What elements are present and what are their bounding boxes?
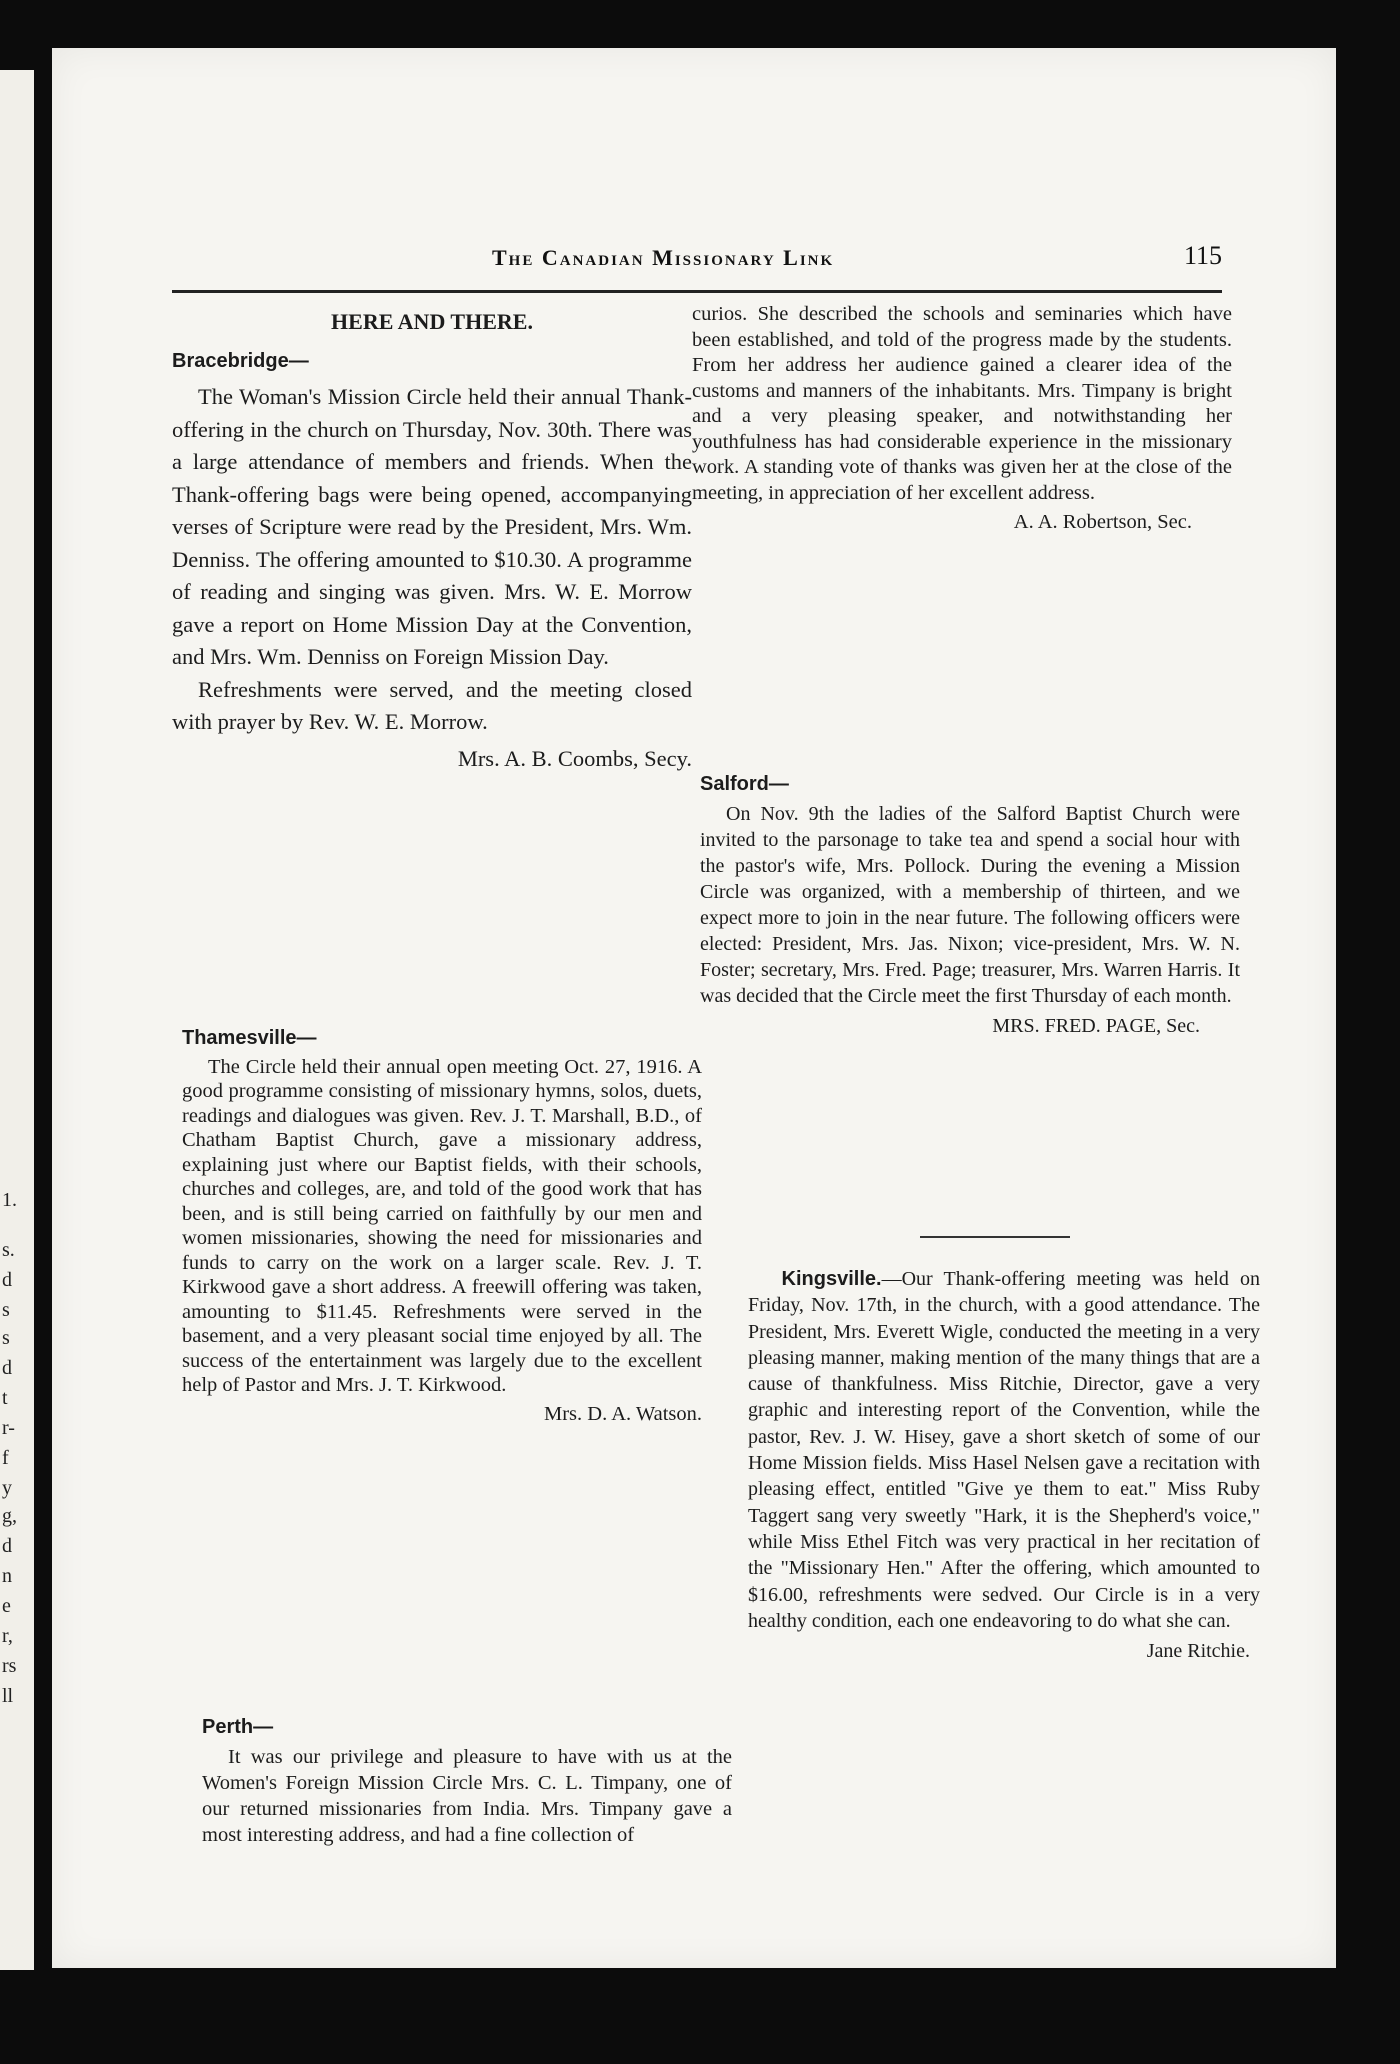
header-rule [172,290,1222,293]
perth-paragraph-continued: curios. She described the schools and seminaries which have been established, and told of the progress made by the students. From her address her audience gained a clearer idea of the customs and manners of the inhabitants. Mrs. Timpany is bright and a very pleasing speaker, and notwithstanding her youthfulness has had considerable experience in the missionary work. A standing vote of thanks was given her at the close of the meeting, in appreciation of her excellent address. [692,303,1232,504]
section-heading: HERE AND THERE. [331,309,533,334]
fragment-9: f [2,1447,9,1469]
fragment-7: t [2,1387,8,1409]
fragment-6: d [2,1357,12,1379]
fragment-17: ll [2,1685,14,1707]
bracebridge-article [172,306,692,781]
bracebridge-paragraph-1: The Woman's Mission Circle held their annual Thank-offering in the church on Thursday, Nov. 30th. There was a large attendance of members and friends. When the Thank-offering bags were being opened, accompanying verses of Scripture were read by the President, Mrs. Wm. Denniss. The offering amounted to $10.30. A programme of reading and singing was given. Mrs. W. E. Morrow gave a report on Home Mission Day at the Convention, and Mrs. Wm. Denniss on Foreign Mission Day. [172,384,692,669]
adjacent-page-edge [0,70,34,1970]
kingsville-text: —Our Thank-offering meeting was held on Friday, Nov. 17th, in the church, with a good attendance. The President, Mrs. Everett Wigle, conducted the meeting in a very pleasing manner, making mention of the many things that are a cause of thankfulness. Miss Ritchie, Director, gave a very graphic and interesting report of the Convention, while the pastor, Rev. J. W. Hisey, gave a short sketch of some of our Home Mission fields. Miss Hasel Nelsen gave a recitation with pleasing effect, entitled "Give ye them to eat." Miss Ruby Taggert sang very sweetly "Hark, it is the Shepherd's voice," while Miss Ethel Fitch was very practical in her recitation of the "Missionary Hen." After the offering, which amounted to $16.00, refreshments were sedved. Our Circle is in a very healthy condition, each one endeavoring to do what she can. [748,1268,1260,1632]
kingsville-article [748,1266,1260,1670]
fragment-4: s [2,1299,10,1321]
bracebridge-signature: Mrs. A. B. Coombs, Secy. [457,745,692,771]
salford-heading: Salford— [700,773,789,795]
fragment-1: 1. [2,1189,17,1211]
perth-article-continued [692,302,1232,542]
thamesville-heading: Thamesville— [182,1027,317,1049]
perth-paragraph: It was our privilege and pleasure to have with us at the Women's Foreign Mission Circle Mrs. C. L. Timpany, one of our returned missionaries from India. Mrs. Timpany gave a most interesting address, and had a fine collection of [202,1746,732,1846]
fragment-10: y [2,1477,12,1499]
fragment-8: r- [2,1417,15,1439]
salford-article [700,765,1240,1045]
fragment-12: d [2,1535,12,1557]
fragment-3: d [2,1269,12,1291]
fragment-13: n [2,1565,12,1587]
perth-signature: A. A. Robertson, Sec. [1013,511,1192,533]
thamesville-paragraph: The Circle held their annual open meeting Oct. 27, 1916. A good programme consisting of missionary hymns, solos, duets, readings and dialogues was given. Rev. J. T. Marshall, B.D., of Chatham Baptist Church, gave a missionary address, explaining just where our Baptist fields, with their schools, churches and colleges, are, and told of the good work that has been, and is still being carried on faithfully by our men and women missionaries, showing the need for missionaries and funds to carry on the work on a larger scale. Rev. J. T. Kirkwood gave a short address. A freewill offering was taken, amounting to $11.45. Refreshments were served in the basement, and a very pleasant social time enjoyed by all. The success of the entertainment was largely due to the excellent help of Pastor and Mrs. J. T. Kirkwood. [182,1055,702,1396]
fragment-14: e [2,1595,11,1617]
running-header [172,241,1222,285]
fragment-5: s [2,1327,10,1349]
thamesville-article [182,1020,702,1432]
bracebridge-paragraph-2: Refreshments were served, and the meeting closed with prayer by Rev. W. E. Morrow. [172,676,692,734]
magazine-page [52,48,1336,1968]
fragment-15: r, [2,1625,13,1647]
kingsville-heading: Kingsville. [781,1268,882,1290]
salford-signature: MRS. FRED. PAGE, Sec. [992,1015,1200,1037]
article-separator [920,1236,1070,1238]
perth-heading: Perth— [202,1716,274,1738]
page-number: 115 [1183,241,1222,270]
salford-paragraph: On Nov. 9th the ladies of the Salford Baptist Church were invited to the parsonage to take tea and spend a social hour with the pastor's wife, Mrs. Pollock. During the evening a Mission Circle was organized, with a membership of thirteen, and we expect more to join in the near future. The following officers were elected: President, Mrs. Jas. Nixon; vice-president, Mrs. W. N. Foster; secretary, Mrs. Fred. Page; treasurer, Mrs. Warren Harris. It was decided that the Circle meet the first Thursday of each month. [700,803,1240,1007]
fragment-11: g, [2,1505,17,1527]
thamesville-signature: Mrs. D. A. Watson. [544,1402,702,1425]
journal-title: The Canadian Missionary Link [492,245,835,270]
kingsville-paragraph [748,1266,1260,1634]
bracebridge-heading: Bracebridge— [172,349,309,372]
kingsville-signature: Jane Ritchie. [1146,1640,1250,1663]
fragment-16: rs [2,1655,17,1677]
perth-article [202,1708,732,1848]
fragment-2: s. [2,1239,15,1261]
